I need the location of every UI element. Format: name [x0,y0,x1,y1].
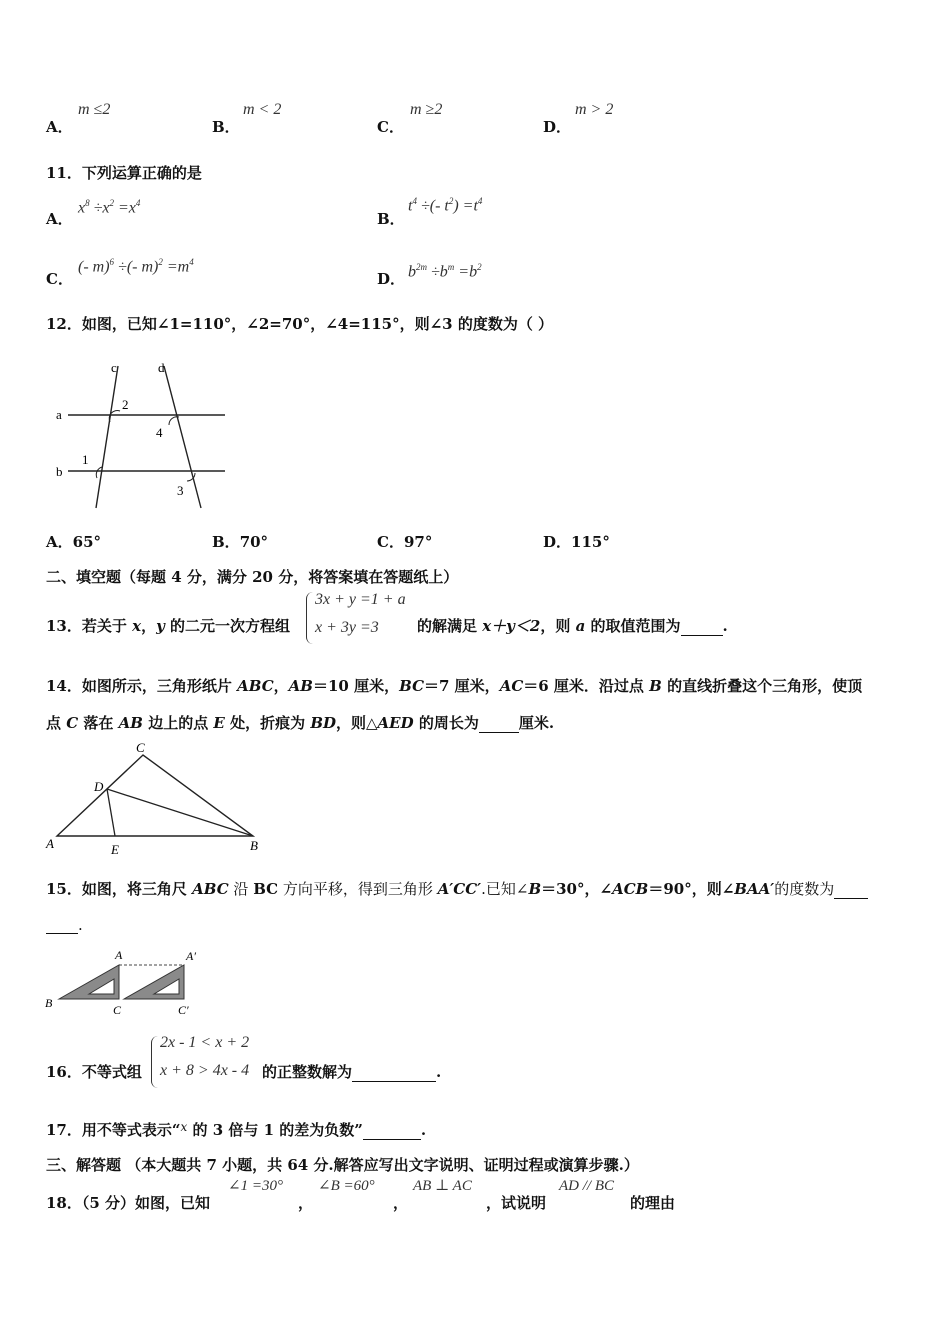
label-a-prime: A′ [186,949,196,963]
q10-option-b-expr: m < 2 [243,101,282,118]
q16-suffix: 的正整数解为 . [262,1063,442,1081]
q10-option-c-expr: m ≥2 [410,101,443,118]
q13-equation-2: x + 3y =3 [315,619,379,636]
label-d: D [94,779,104,794]
label-b: B [250,838,258,853]
label-b: B [45,996,53,1010]
q15-answer-blank-line-2: . [46,916,83,934]
q18-suffix: 的理由 [630,1194,676,1212]
q11-option-b-label: B． [377,210,405,228]
q15-set-square-figure [42,945,212,1020]
q12-option-d: D．115° [543,533,610,551]
label-a: A [115,948,123,962]
q11-option-b-expr: $t^4$ ÷(- $t^2) =t^4$ [408,196,483,215]
q16-inequality-1: 2x - 1 < x + 2 [160,1034,250,1051]
section-2-heading: 二、填空题（每题 4 分，满分 20 分，将答案填在答题纸上） [46,568,459,586]
q10-option-a-expr: m ≤2 [78,101,111,118]
label-2: 2 [122,397,129,412]
label-c: C [136,740,145,755]
label-3: 3 [177,483,184,498]
q12-option-b: B．70° [212,533,269,551]
section-3-heading: 三、解答题 （本大题共 7 小题，共 64 分.解答应写出文字说明、证明过程或演算步骤.） [46,1156,639,1174]
q13-system-brace [306,592,313,644]
q12-stem: 12．如图，已知∠1=110°，∠2=70°，∠4=115°，则∠3 的度数为（ ） [46,315,554,333]
q11-option-d-label: D． [377,270,406,288]
q13-prefix: 13．若关于 x，y 的二元一次方程组 [46,617,291,635]
q16-system-brace [151,1036,158,1088]
q10-option-c-label: C． [377,118,404,136]
label-4: 4 [156,425,163,440]
q11-option-c-label: C． [46,270,73,288]
q12-option-c: C．97° [377,533,433,551]
q18-conclusion-parallel: AD // BC [559,1178,614,1194]
q18-condition-angle-1: ∠1 =30° [228,1178,283,1194]
q18-condition-angle-b: ∠B =60° [318,1178,375,1194]
q17-stem: 17．用不等式表示“$^x$ 的 3 倍与 1 的差为负数” . [46,1120,427,1139]
q15-answer-blank-2[interactable] [46,933,78,934]
label-b: b [56,464,63,479]
q18-sep-3: ，试说明 [486,1194,547,1212]
q17-answer-blank[interactable] [363,1139,421,1140]
q14-answer-blank[interactable] [479,732,519,733]
label-a: A [46,836,54,851]
q11-stem: 11．下列运算正确的是 [46,164,202,182]
q16-inequality-2: x + 8 > 4x - 4 [160,1062,250,1079]
label-1: 1 [82,452,89,467]
q10-option-a-label: A． [46,118,73,136]
q18-sep-1: ， [298,1194,314,1212]
label-a: a [56,407,62,422]
q11-option-c-expr: (- m)$^6$ ÷(- $m)^2 =m^4$ [78,257,194,276]
q18-condition-perpendicular: AB ⊥ AC [413,1178,472,1194]
q18-sep-2: ， [393,1194,409,1212]
line-c [96,366,118,508]
q14-line-2: 点 C 落在 AB 边上的点 E 处，折痕为 BD，则△AED 的周长为 厘米. [46,714,555,732]
q13-equation-1: 3x + y =1 + a [315,591,406,608]
q10-option-b-label: B． [212,118,240,136]
q15-answer-blank-1[interactable] [834,898,868,899]
q16-answer-blank[interactable] [352,1081,436,1082]
q18-prefix: 18．（5 分）如图，已知 [46,1194,211,1212]
label-e: E [111,842,119,857]
label-c: c [111,360,117,375]
q16-prefix: 16．不等式组 [46,1063,142,1081]
q15-stem: 15．如图，将三角尺 ABC 沿 BC 方向平移，得到三角形 A′CC′.已知∠B＝30°，∠ACB＝90°，则∠BAA′的度数为 [46,878,868,899]
q12-parallel-lines-figure [48,356,238,516]
segment-de [107,789,115,836]
q14-triangle-figure [42,738,272,860]
q13-suffix: 的解满足 x＋y＜2，则 a 的取值范围为 . [417,617,728,635]
q10-option-d-expr: m > 2 [575,101,614,118]
q11-option-a-expr: $x^8 \div x^2 =x^4$ [78,198,141,217]
q11-option-d-expr: $b^{2m} \div b^m =b^2$ [408,262,482,281]
q11-option-a-label: A． [46,210,73,228]
triangle-abc [57,755,253,836]
q10-option-d-label: D． [543,118,572,136]
q12-option-a: A．65° [46,533,102,551]
segment-db [107,789,253,836]
label-c: C [113,1003,122,1017]
q14-line-1: 14．如图所示，三角形纸片 ABC，AB＝10 厘米，BC＝7 厘米，AC＝6 厘米．沿过点 B 的直线折叠这个三角形，使顶 [46,677,863,695]
label-c-prime: C′ [178,1003,189,1017]
q13-answer-blank[interactable] [681,635,723,636]
label-d: d [158,360,165,375]
